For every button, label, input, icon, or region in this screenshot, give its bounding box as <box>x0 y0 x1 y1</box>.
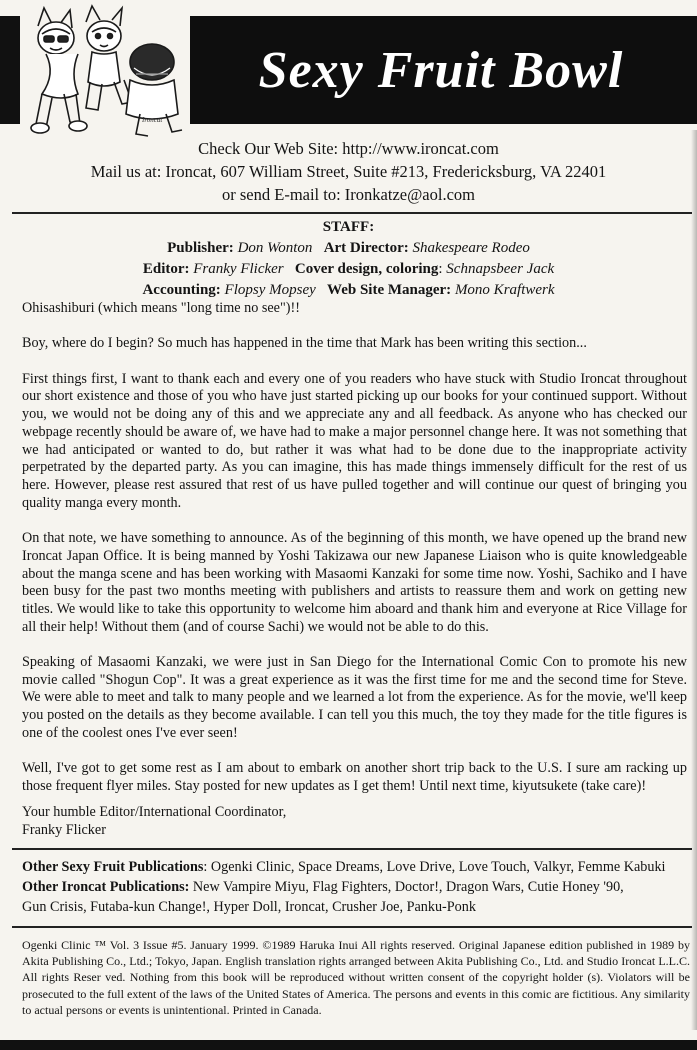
ironcat-publications-cont: Gun Crisis, Futaba-kun Change!, Hyper Doll, Ironcat, Crusher Joe, Panku-Ponk <box>22 899 476 915</box>
divider-middle <box>12 848 692 850</box>
sexy-fruit-publications: Other Sexy Fruit Publications: Ogenki Clinic, Space Dreams, Love Drive, Love Touch, Valkyr, Femme Kabuki <box>22 859 666 875</box>
staff-line-3: Accounting: Flopsy Mopsey Web Site Manager: Mono Kraftwerk <box>142 282 555 298</box>
letter-paragraph: First things first, I want to thank each and every one of you readers who have stuck with Studio Ironcat throughout our short existence and those of you who have just started picking up our books for your continued support. Without you, we would not be doing any of this and we appreciate any and all feedback. As anyone who has checked our webpage recently should be aware of, we have had to make a major personnel change here. It was not something that we had anticipated or wanted to do, but rather it was what had to be done due to the inappropriate activity perpetrated by the departed party. As you can imagine, this has made things immensely difficult for the rest of us here. However, please rest assured that rest of us have pulled together and will continue our quest of bringing you quality manga every month. <box>22 370 687 511</box>
editor-letter <box>22 300 687 813</box>
copyright-notice: Ogenki Clinic ™ Vol. 3 Issue #5. January 1999. ©1989 Haruka Inui All rights reserved. Original Japanese edition published in 1989 by Akita Publishing Co., Ltd.; Tokyo, Japan. English translation rights arranged between Akita Publishing Co., Ltd. and Studio Ironcat L.L.C. All rights Reser ved. Nothing from this book will be reproduced without written consent of the copyright holder (s). Violators will be prosecuted to the full extent of the laws of the United States of America. The persons and events in this comic are fictitious. Any similarity to actual persons or events is unintentional. Printed in Canada. <box>22 938 690 1017</box>
bottom-bar <box>0 1040 697 1050</box>
artist-signature: Ironcat <box>142 116 163 124</box>
signoff-line-1: Your humble Editor/International Coordinator, <box>22 804 287 820</box>
divider-top <box>12 212 692 214</box>
staff-heading: STAFF: <box>322 219 375 235</box>
title-banner <box>185 16 697 124</box>
letter-paragraph: Boy, where do I begin? So much has happened in the time that Mark has been writing this section... <box>22 335 587 352</box>
letter-paragraph: Speaking of Masaomi Kanzaki, we were just in San Diego for the International Comic Con to promote his new movie called "Shogun Cop". It was a great experience as it was the first time for me and the second time for Steve. We were able to meet and talk to many people and we learned a lot from the experience. As for the movie, we'll keep you posted on the details as they become available. I can tell you this much, the toy they made for the title figures is one of the coolest ones I've ever seen! <box>22 654 687 741</box>
signoff-line-2: Franky Flicker <box>22 822 106 838</box>
letter-paragraph: Well, I've got to get some rest as I am about to embark on another short trip back to the U.S. I sure am racking up those frequent flyer miles. Stay posted for new updates as I get them! Until next time, kiyutsukete (take care)! <box>22 760 687 794</box>
email-line: or send E-mail to: Ironkatze@aol.com <box>222 185 475 204</box>
staff-line-2: Editor: Franky Flicker Cover design, coloring: Schnapsbeer Jack <box>142 261 555 277</box>
divider-bottom <box>12 926 692 928</box>
header-left-bar <box>0 16 20 124</box>
page-edge-shadow <box>691 130 697 1030</box>
letter-paragraph: Ohisashiburi (which means "long time no see")!! <box>22 300 300 316</box>
page-title: Sexy Fruit Bowl <box>258 41 624 99</box>
website-line: Check Our Web Site: http://www.ironcat.com <box>198 139 499 158</box>
ironcat-publications: Other Ironcat Publications: New Vampire Miyu, Flag Fighters, Doctor!, Dragon Wars, Cutie Honey '90, <box>22 879 624 895</box>
letter-paragraph: On that note, we have something to announce. As of the beginning of this month, we have opened up the brand new Ironcat Japan Office. It is being manned by Yoshi Takizawa our new Japanese Liaison who is quite knowledgeable about the manga scene and has been working with Masaomi Kanzaki for some time now. Yoshi, Sachiko and I have been busy for the past two months meeting with publishers and artists to reassure them and work on getting new titles. We would like to take this opportunity to welcome him aboard and thank him and everyone at Rice Village for all their help! Without them (and of course Sachi) we would not be able to do this. <box>22 530 687 635</box>
staff-line-1: Publisher: Don Wonton Art Director: Shakespeare Rodeo <box>167 240 530 256</box>
mailing-address: Mail us at: Ironcat, 607 William Street, Suite #213, Fredericksburg, VA 22401 <box>90 162 607 181</box>
mascot-illustration <box>20 4 190 144</box>
